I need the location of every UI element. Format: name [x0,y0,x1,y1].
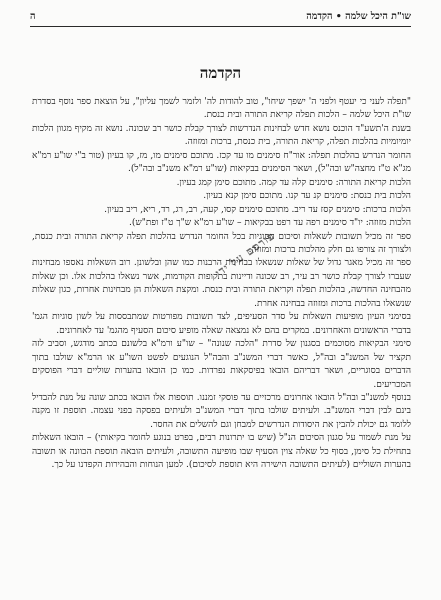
paragraph: הלכות בית כנסת: סימנים קנ עד קנו. מתוכם סימן קנא בעיון. [203,191,411,202]
paragraph: "תפלה לעני כי יעטף ולפני ה' ישפך שיחו", טוב להודות לה' ולזמר לשמך עליון", על הוצאת ספר נוסף בסדרת שו"ת היכל שלמה – הלכות תפלה קריאת התורה ובית כנסת. [32,97,411,121]
paragraph: הלכות ברכות: סימנים קסז עד ריב. מתוכם סימנים קסו, קעה, רב, רג, רד, ריא, ריב בעיון. [104,204,411,215]
diagonal-stamp: פורסם על ידי [212,229,278,280]
paragraph: בסימני העיון מופיעות השאלות על סדר הסעיפים, לצד תשובות מפורטות שמתבססות על לשון סוגיות הגמ' בדברי הראשונים והאחרונים. במקרים בהם לא נמצאה שאלה מופיע סיכום הסעיף מהגמ' עד לאחרונים. [32,312,411,336]
paragraph: על מנת לשמור על סגנון הסיכום הנ"ל (שיש בו יתרונות רבים, בפרט בנוגע לחומר בקיאותי) – הובאו השאלות בתחילת כל סימן, בסוף כל שאלה צוין הסעיף שבו מופיעה התשובה, ולעיתים הובאה תוספת הכוונה או תשובה בהערות השוליים (לעיתים התשובה הישירה היא תוספת לסיכום). למען הנוחות והבהירות הקפדנו על כך. [32,433,411,471]
body-text [32,96,411,592]
running-header [30,9,411,23]
paragraph: ספר זה מכיל תשובות לשאלות וסיכום הסוגיות בכל החומר הנדרש בהלכות תפלה קריאת התורה ובית כנסת, ולצורך זה צורפו גם חלק מהלכות ברכות ומזוזה. [32,231,411,255]
section-title: הקדמה [199,64,242,82]
paragraph: סימני הבקיאות מסוכמים בסגנון של סדרת "הלכה שנונה" – שו"ע ורמ"א בלשונם בכתב מודגש, וסביב לזה תקציר של המשנ"ב ובה"ל, כאשר דברי המשנ"ב והבה"ל הנוגעים לפשט השו"ע או הרמ"א שולבו בתוך הדברים בסוגריים, ושאר דבריהם הובאו בפיסקאות נפרדות. כמו כן הובאו בהערות שוליים דברי הפוסקים המכריעים. [32,339,411,390]
paragraph: ספר זה מכיל מאגר גדול של שאלות שנשאלו בבחינות הרבנות כמו שהן ובלשונן. רוב השאלות נאספו מבחינות שעברו לצורך קבלת כושר רב עיר, רב שכונה ודיינות בתקופות הקודמות, אשר נשאלו בהלכות אלו. וכן שאלות מהבחינה החדשה, בהלכות תפלה וקריאת התורה ובית כנסת. ומקצת השאלות הן מבחינות אחרות, כגון שאלות שנשאלו בהלכות ברכות ומזוזה בבחינה אחרת. [32,258,411,309]
header-rule [30,26,411,27]
page-number: ה [30,10,36,22]
paragraph: הלכות מזוזה: יו"ד סימנים רפה עד רפט בבקיאות – שו"ע רמ"א ש"ך ט"ז ופת"ש). [129,218,411,229]
running-title: שו"ת היכל שלמה • הקדמה [306,10,411,22]
paragraph: בשנת ה'תשע"ד הוכנס נושא חדש לבחינות הנדרשות לצורך קבלת כושר רב שכונה. נושא זה מקיף מגוון הלכות יומיומיות בהלכות תפלה, קריאת התורה, בית כנסת, ברכות ומזוזה. [32,123,411,148]
paragraph: החומר הנדרש בהלכות תפלה: אור"ח סימנים מו עד קכז. מתוכם סימנים מו, מז, קו בעיון (טור ב"י שו"ע רמ"א מג"א ט"ז מחצה"ש ובה"ל), ושאר הסימנים בבקיאות (שו"ע רמ"א משנ"ב ובה"ל). [32,150,411,175]
paragraph: הלכות קריאת התורה: סימנים קלה עד קמה. מתוכם סימן קמג בעיון. [176,177,411,188]
paragraph: בנוסף למשנ"ב ובה"ל הובאו אחרונים מרכזיים עד פוסקי זמננו. תוספות אלו הובאו בכתב שונה על מנת להבדיל בינם לבין דברי המשנ"ב. ולעיתים שולבו בתוך דברי המשנ"ב ולעיתים בפסקה בפני עצמה. תוספת זו מקנה ללומד גם יכולת להבין את היסודות הנדרשים למבחן וגם להשלים את החסר. [32,392,411,430]
